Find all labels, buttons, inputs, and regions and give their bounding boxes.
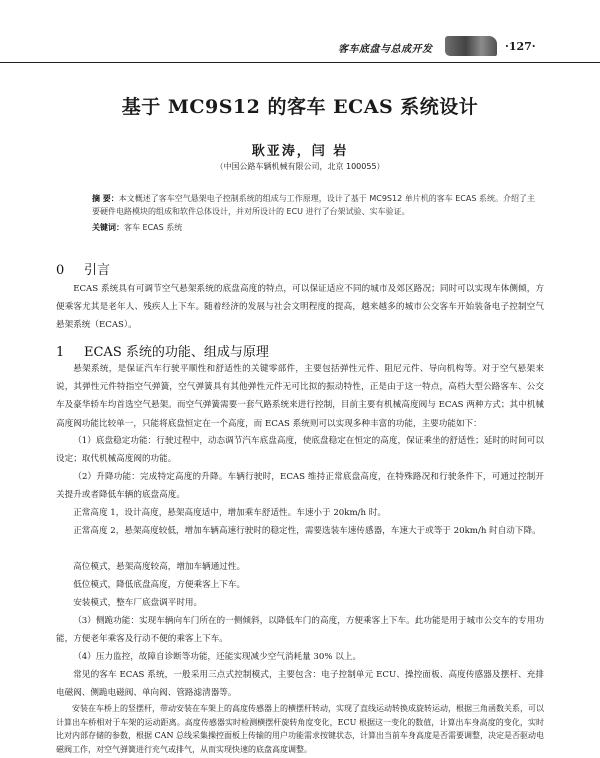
keywords-text: 客车 ECAS 系统 <box>124 223 183 232</box>
abstract-text: 本文概述了客车空气悬架电子控制系统的组成与工作原理，设计了基于 MC9S12 单片机的客车 ECAS 系统。介绍了主要硬件电路模块的组成和软件总体设计，并对所设计的 ECU 进行了台架试验、实车验证。 <box>92 194 535 216</box>
height-high: 高位模式，悬架高度较高，增加车辆通过性。 <box>73 562 246 572</box>
page-number: ·127· <box>505 40 536 53</box>
height-normal-2: 正常高度 2，悬架高度较低，增加车辆高速行驶时的稳定性，需要选装车速传感器，车速大于或等于 20km/h 时自动下降。 <box>73 526 541 536</box>
journal-name: 客车底盘与总成开发 <box>335 40 436 55</box>
section-number: 0 <box>56 263 65 278</box>
ecas-paragraph: 悬架系统，是保证汽车行驶平顺性和舒适性的关键零部件，主要包括弹性元件、阻尼元件、导向机构等。对于空气悬架来说，其弹性元件特指空气弹簧，空气弹簧具有其他弹性元件无可比拟的振动特性，正是由于这一特点，高档大型公路客车、公交车及豪华轿车均首选空气悬架。而空气弹簧需要一套气路系统来进行控制，目前主要有机械高度阀与 ECAS 两种方式；其中机械高度阀功能比较单一，只能将底盘恒定在一个高度，而 ECAS 系统则可以实现多种丰富的功能，主要功能如下： <box>56 364 544 429</box>
section-title: ECAS 系统的功能、组成与原理 <box>84 345 269 360</box>
abstract <box>92 192 542 218</box>
abstract-label: 摘 要： <box>92 194 119 203</box>
sensor-paragraph: 安装在车桥上的竖摆杆，带动安装在车架上的高度传感器上的横摆杆转动，实现了直线运动转换成旋转运动，根据三角函数关系，可以计算出车桥相对于车架的运动距离。高度传感器实时检测横摆杆旋转角度变化，ECU 根据这一变化的数值，计算出车身高度的变化，实时比对内部存储的参数，根据 CAN 总线采集操控面板上传输的用户功能需求按键状态，计算出当前车身高度是否需要调整，决定是否驱动电磁阀工作，对空气弹簧进行充气或排气，从而实现快速的底盘高度调整。 <box>56 704 544 754</box>
function-lift: （2）升降功能：完成特定高度的升降。车辆行驶时，ECAS 维持正常底盘高度，在特殊路况和行驶条件下，可通过控制开关提升或者降低车辆的底盘高度。 <box>56 472 544 501</box>
intro-paragraph: ECAS 系统具有可调节空气悬架系统的底盘高度的特点，可以保证适应不同的城市及郊区路况；同时可以实现车体侧倾，方便乘客尤其是老年人、残疾人上下车。随着经济的发展与社会文明程度的提高，越来越多的城市公交客车开始装备电子控制空气悬架系统（ECAS）。 <box>56 284 544 331</box>
paper-authors: 耿亚涛，闫 岩 <box>251 144 349 159</box>
section-heading-ecas <box>56 341 269 360</box>
height-low: 低位模式，降低底盘高度，方便乘客上下车。 <box>73 580 246 590</box>
height-install: 安装模式，整车厂底盘调平时用。 <box>73 598 203 608</box>
keywords <box>92 222 542 233</box>
paper-title: 基于 MC9S12 的客车 ECAS 系统设计 <box>121 96 479 118</box>
keywords-label: 关键词： <box>92 223 124 232</box>
function-monitor: （4）压力监控，故障自诊断等功能，还能实现减少空气消耗量 30% 以上。 <box>73 652 362 662</box>
function-kneel: （3）侧跪功能：实现车辆向车门所在的一侧倾斜，以降低车门的高度，方便乘客上下车。此功能是用于城市公交车的专用功能，方便老年乘客及行动不便的乘客上下车。 <box>56 616 544 645</box>
page-header <box>0 0 600 63</box>
header-ink-mark <box>445 36 497 56</box>
components-paragraph: 常见的客车 ECAS 系统，一般采用三点式控制模式，主要包含：电子控制单元 ECU、操控面板、高度传感器及摆杆、充排电磁阀、侧跪电磁阀、单向阀、管路滤清器等。 <box>56 670 544 699</box>
paper-affiliation: （中国公路车辆机械有限公司，北京 100055） <box>215 162 385 171</box>
section-title: 引言 <box>84 263 111 278</box>
section-heading-intro <box>56 259 110 278</box>
height-normal-1: 正常高度 1，设计高度，悬架高度适中，增加乘车舒适性。车速小于 20km/h 时。 <box>73 508 386 518</box>
function-stability: （1）底盘稳定功能：行驶过程中，动态调节汽车底盘高度，使底盘稳定在恒定的高度，保证乘坐的舒适性；延时的时间可以设定；取代机械高度阀的功能。 <box>56 436 544 465</box>
section-number: 1 <box>56 345 65 360</box>
